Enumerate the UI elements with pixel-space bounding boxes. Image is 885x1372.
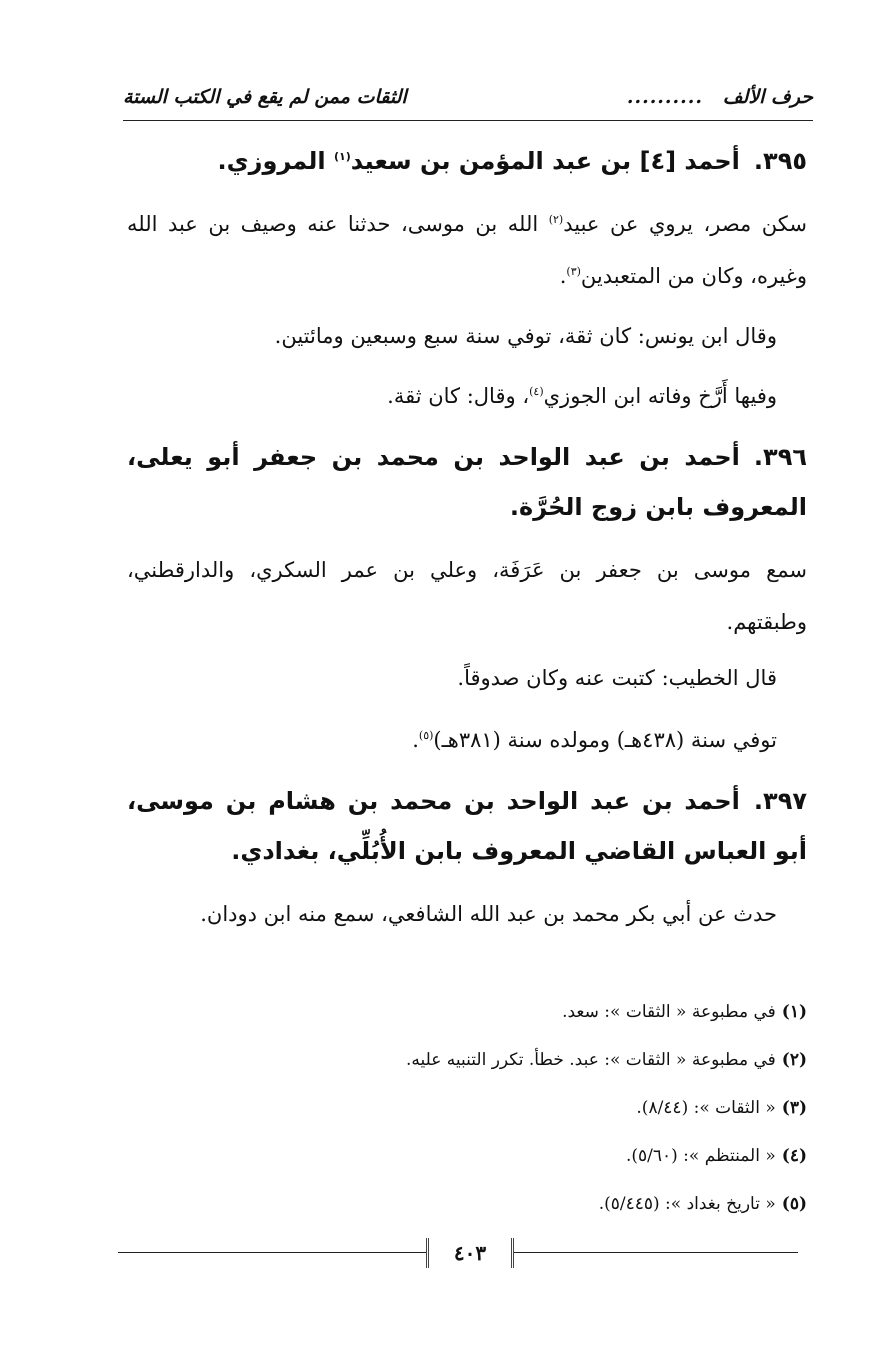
paragraph (127, 714, 777, 766)
text-run: وفيها أَرَّخ وفاته ابن الجوزي (543, 384, 777, 408)
text-run: توفي سنة (٤٣٨هـ) ومولده سنة (٣٨١هـ) (433, 728, 777, 752)
footnote-text: في مطبوعة « الثقات »: عبد. خطأ. تكرر التنبيه عليه. (405, 1050, 776, 1070)
footnote-ref: (٣) (566, 265, 581, 278)
chapter-title: حرف الألف (722, 86, 813, 108)
paragraph: سمع موسى بن جعفر بن عَرَفَة، وعلي بن عمر السكري، والدارقطني، وطبقتهم. (127, 558, 807, 634)
page-number: ٤٠٣ (426, 1238, 514, 1268)
paragraph: حدث عن أبي بكر محمد بن عبد الله الشافعي، سمع منه ابن دودان. (200, 902, 777, 926)
paragraph (127, 198, 807, 302)
footnote-ref: (٥) (418, 729, 434, 742)
entry-name: أحمد بن عبد الواحد بن محمد بن جعفر أبو يعلى، المعروف بابن زوج الحُرَّة. (127, 443, 807, 521)
footnote-item (127, 1132, 807, 1180)
running-header (123, 80, 813, 121)
footnotes (127, 988, 807, 1228)
footnote-item (127, 1180, 807, 1228)
footnote-text: « المنتظم »: (٥/٦٠). (625, 1146, 776, 1166)
footnote-number: (٣) (781, 1098, 807, 1118)
entry-number: ٣٩٥. (753, 147, 807, 175)
header-dots: .......... (626, 86, 703, 108)
paragraph: وقال ابن يونس: كان ثقة، توفي سنة سبع وسبعين ومائتين. (274, 324, 777, 348)
book-title: الثقات ممن لم يقع في الكتب الستة (123, 86, 407, 108)
entry-heading-397 (127, 776, 807, 876)
entry-number: ٣٩٦. (753, 443, 807, 471)
footnote-number: (١) (781, 1002, 807, 1022)
footnote-text: « الثقات »: (٨/٤٤). (636, 1098, 776, 1118)
footnote-ref: (١) (334, 150, 351, 163)
text-run: . (412, 728, 419, 752)
footnote-ref: (٤) (529, 385, 544, 398)
entry-name: أحمد بن عبد الواحد بن محمد بن هشام بن موسى، أبو العباس القاضي المعروف بابن الأُبُلِّي، بغدادي. (127, 787, 807, 865)
entry-heading-396 (127, 432, 807, 532)
text-run: ، وقال: كان ثقة. (387, 384, 530, 408)
footnote-item (127, 988, 807, 1036)
text-run: . (559, 264, 567, 288)
footnote-number: (٥) (781, 1194, 807, 1214)
entry-name-part: أحمد [٤] بن عبد المؤمن بن سعيد (350, 147, 740, 175)
page-footer (118, 1238, 798, 1268)
text-run: الله بن موسى، حدثنا عنه وصيف بن عبد الله وغيره، وكان من المتعبدين (127, 212, 807, 288)
paragraph: قال الخطيب: كتبت عنه وكان صدوقاً. (457, 666, 777, 690)
footnote-text: « تاريخ بغداد »: (٥/٤٤٥). (598, 1194, 776, 1214)
footnote-ref: (٢) (548, 213, 564, 226)
footnote-number: (٤) (781, 1146, 807, 1166)
paragraph (127, 370, 777, 422)
footnote-text: في مطبوعة « الثقات »: سعد. (562, 1002, 776, 1022)
footnote-item (127, 1036, 807, 1084)
entry-name-part: المروزي. (217, 147, 334, 175)
footnote-number: (٢) (781, 1050, 807, 1070)
entry-heading-395 (127, 136, 807, 186)
text-run: سكن مصر، يروي عن عبيد (563, 212, 807, 236)
footnote-item (127, 1084, 807, 1132)
entry-number: ٣٩٧. (753, 787, 807, 815)
